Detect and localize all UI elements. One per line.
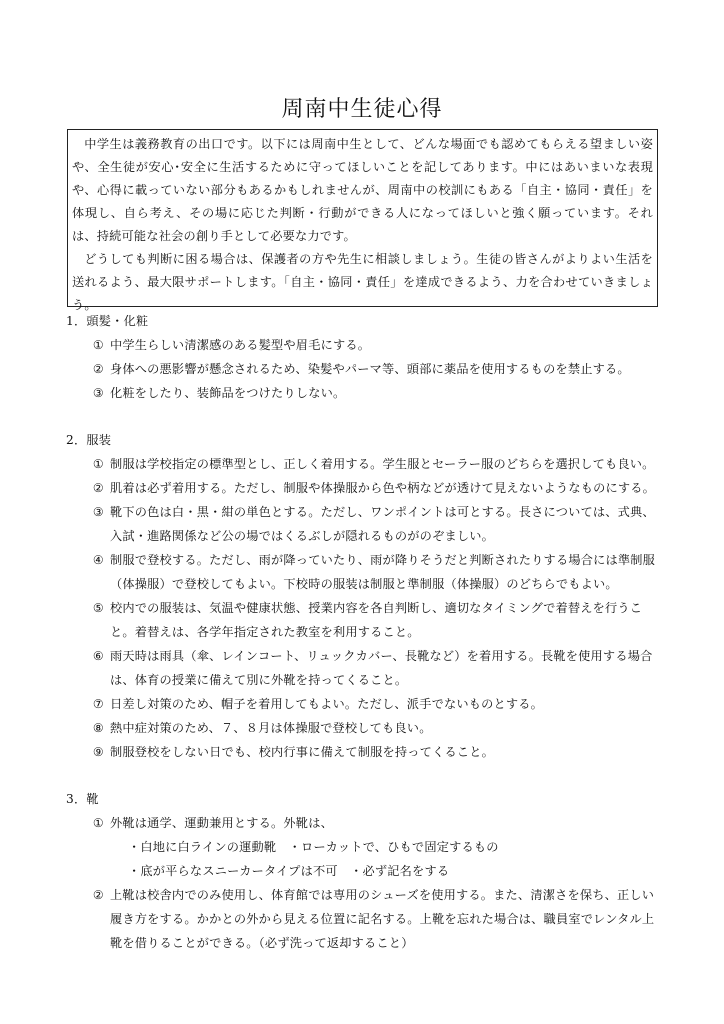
item-text: 上靴は校舎内でのみ使用し、体育館では専用のシューズを使用する。また、清潔さを保ち、正しい履き方をする。かかとの外から見える位置に記名する。上靴を忘れた場合は、職員室でレンタル上靴を借りることができる。（必ず洗って返却すること） <box>110 888 655 950</box>
item-number: ③ <box>92 386 104 400</box>
item-number: ② <box>92 362 104 376</box>
intro-paragraph: どうしても判断に困る場合は、保護者の方や先生に相談しましょう。生徒の皆さんがよりよい生活を送れるよう、最大限サポートします。「自主・協同・責任」を達成できるよう、力を合わせていきましょう。 <box>72 252 653 312</box>
item-number: ④ <box>92 553 104 567</box>
list-item <box>66 381 666 405</box>
item-text: 身体への悪影響が懸念されるため、染髪やパーマ等、頭部に薬品を使用するものを禁止する。 <box>110 362 630 376</box>
list-item <box>66 644 666 692</box>
sub-item: ・白地に白ラインの運動靴 ・ローカットで、ひもで固定するもの <box>128 840 499 854</box>
page-title: 周南中生徒心得 <box>281 97 443 122</box>
item-text: 中学生らしい清潔感のある髪型や眉毛にする。 <box>110 338 371 352</box>
item-number: ① <box>92 816 104 830</box>
section-hair-makeup <box>66 309 666 405</box>
item-text: 肌着は必ず着用する。ただし、制服や体操服から色や柄などが透けて見えないようなものにする。 <box>110 481 656 495</box>
item-text: 化粧をしたり、装飾品をつけたりしない。 <box>110 386 346 400</box>
section-clothing <box>66 428 666 764</box>
section-title: 1．頭髪・化粧 <box>66 314 149 328</box>
item-text: 雨天時は雨具（傘、レインコート、リュックカバー、長靴など）を着用する。長靴を使用する場合は、体育の授業に備えて別に外靴を持ってくること。 <box>110 649 653 687</box>
item-number: ② <box>92 481 104 495</box>
item-number: ⑥ <box>92 649 104 663</box>
list-item <box>66 476 666 500</box>
list-item <box>66 716 666 740</box>
rules-sections <box>66 309 666 955</box>
list-item <box>66 596 666 644</box>
list-item <box>66 452 666 476</box>
intro-paragraph: 中学生は義務教育の出口です。以下には周南中生として、どんな場面でも認めてもらえる望ましい姿や、全生徒が安心･安全に生活するために守ってほしいことを記してあります。中にはあいまいな表現や、心得に載っていない部分もあるかもしれませんが、周南中の校訓にもある「自主・協同・責任」を体現し、自ら考え、その場に応じた判断・行動ができる人になってほしいと強く願っています。それは、持続可能な社会の創り手として必要な力です。 <box>72 137 653 243</box>
item-number: ② <box>92 888 104 902</box>
section-shoes <box>66 787 666 955</box>
section-title: 2．服装 <box>66 433 112 447</box>
item-text: 制服で登校する。ただし、雨が降っていたり、雨が降りそうだと判断されたりする場合には準制服（体操服）で登校してもよい。下校時の服装は制服と準制服（体操服）のどちらでもよい。 <box>110 553 656 591</box>
item-text: 校内での服装は、気温や健康状態、授業内容を各自判断し、適切なタイミングで着替えを行うこと。着替えは、各学年指定された教室を利用すること。 <box>110 601 643 639</box>
list-item <box>66 883 666 955</box>
intro-box <box>67 129 658 312</box>
item-number: ⑧ <box>92 721 104 735</box>
item-text: 外靴は通学、運動兼用とする。外靴は、 <box>110 816 333 830</box>
list-item <box>66 740 666 764</box>
list-item <box>66 357 666 381</box>
item-text: 靴下の色は白・黒・紺の単色とする。ただし、ワンポイントは可とする。長さについては、式典、入試・進路関係など公の場ではくるぶしが隠れるものがのぞましい。 <box>110 505 655 543</box>
list-item <box>66 692 666 716</box>
sub-item: ・底が平らなスニーカータイプは不可 ・必ず記名をする <box>128 864 450 878</box>
item-number: ⑨ <box>92 745 104 759</box>
item-text: 日差し対策のため、帽子を着用してもよい。ただし、派手でないものとする。 <box>110 697 544 711</box>
item-text: 制服登校をしない日でも、校内行事に備えて制服を持ってくること。 <box>110 745 495 759</box>
section-title: 3．靴 <box>66 792 99 806</box>
list-item <box>66 333 666 357</box>
item-text: 熱中症対策のため、７、８月は体操服で登校しても良い。 <box>110 721 432 735</box>
list-item <box>66 500 666 548</box>
item-number: ③ <box>92 505 104 519</box>
item-number: ① <box>92 338 104 352</box>
item-number: ⑤ <box>92 601 104 615</box>
item-number: ⑦ <box>92 697 104 711</box>
item-text: 制服は学校指定の標準型とし、正しく着用する。学生服とセーラー服のどちらを選択しても良い。 <box>110 457 655 471</box>
list-item <box>66 811 666 835</box>
item-number: ① <box>92 457 104 471</box>
list-item <box>66 548 666 596</box>
